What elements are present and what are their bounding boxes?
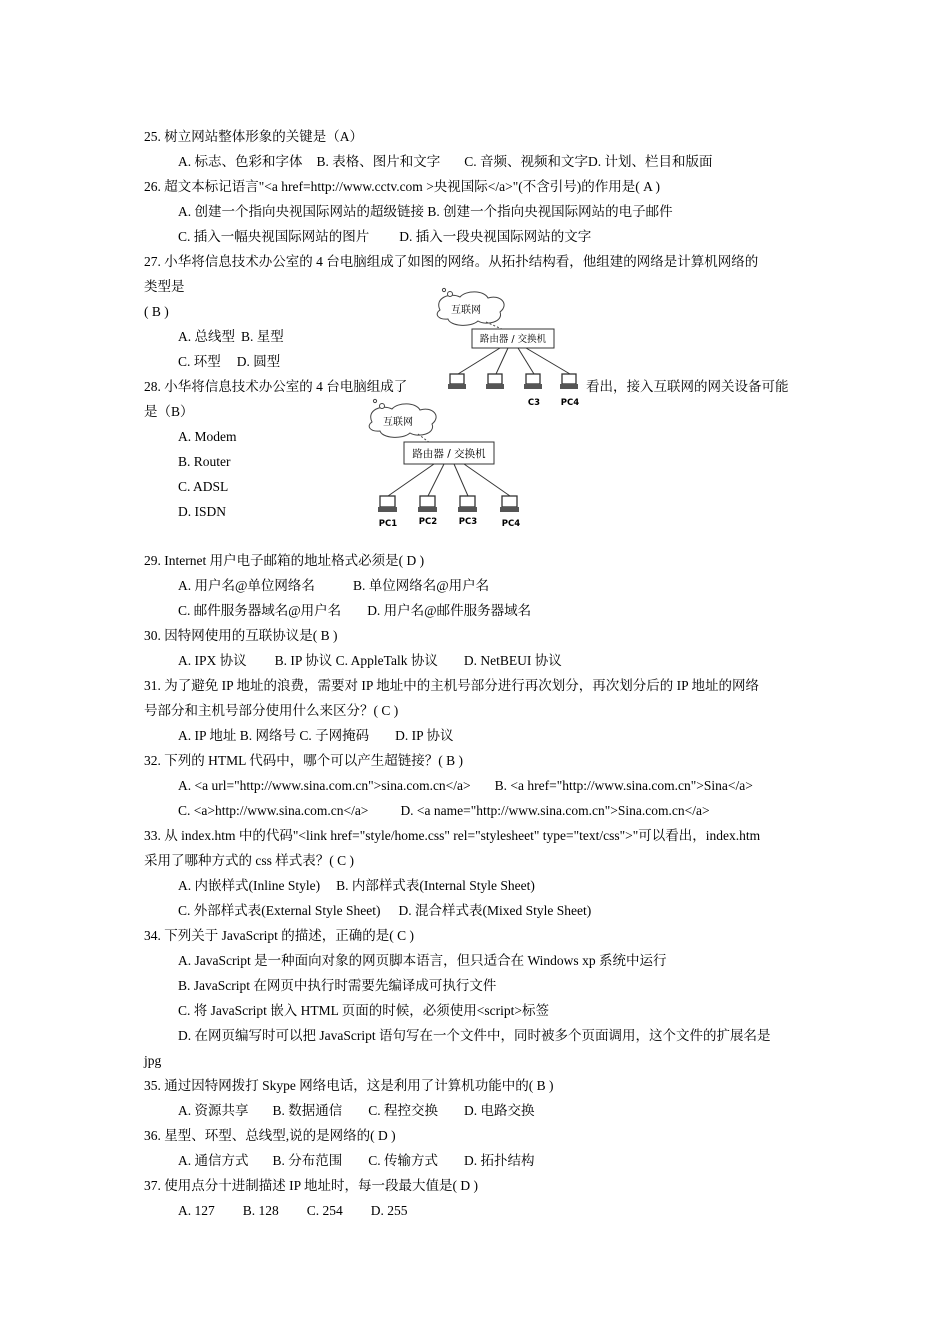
cloud-label: 互联网 — [451, 305, 481, 316]
option-b: B. 内部样式表(Internal Style Sheet) — [336, 878, 535, 893]
option-c: C. 环型 — [178, 354, 221, 369]
question-29-options-cd — [178, 602, 531, 620]
computer-icon — [458, 496, 477, 512]
option-c: C. 音频、视频和文字 — [464, 154, 589, 169]
question-28-option-d: D. ISDN — [178, 504, 227, 519]
question-26-options-cd — [178, 228, 591, 246]
computer-icon — [378, 496, 397, 512]
option-c: C. <a>http://www.sina.com.cn</a> — [178, 803, 369, 818]
option-a: A. 标志、色彩和字体 — [178, 154, 303, 169]
option-c: C. 子网掩码 — [299, 728, 370, 743]
option-a: A. 创建一个指向央视国际网站的超级链接 — [178, 204, 424, 219]
pc-label: PC4 — [560, 398, 580, 408]
question-32-options-cd — [178, 802, 710, 820]
router-label: 路由器 / 交换机 — [412, 448, 486, 460]
option-a: A. <a url="http://www.sina.com.cn">sina.com.cn</a> — [178, 778, 471, 793]
option-a: A. IP 地址 — [178, 728, 237, 743]
option-c: C. 254 — [306, 1203, 343, 1218]
question-28-stem-left: 28. 小华将信息技术办公室的 4 台电脑组成了 — [144, 379, 408, 394]
option-d: D. 计划、栏目和版面 — [588, 154, 713, 169]
pc-label: C3 — [527, 398, 541, 408]
question-26-options-ab — [178, 203, 673, 221]
option-d: D. 拓扑结构 — [464, 1153, 535, 1168]
question-29-stem: 29. Internet 用户电子邮箱的地址格式必须是( D ) — [144, 553, 425, 568]
option-d: D. 圆型 — [236, 354, 281, 369]
question-34-option-c: C. 将 JavaScript 嵌入 HTML 页面的时候，必须使用<script>标签 — [178, 1003, 549, 1018]
option-c: C. 邮件服务器域名@用户名 — [178, 603, 342, 618]
question-37-stem: 37. 使用点分十进制描述 IP 地址时，每一段最大值是( D ) — [144, 1178, 478, 1193]
computer-icon — [524, 374, 542, 389]
question-34-option-d: D. 在网页编写时可以把 JavaScript 语句写在一个文件中，同时被多个页面调用，这个文件的扩展名是 — [178, 1028, 771, 1043]
option-a: A. IPX 协议 — [178, 653, 247, 668]
computer-icon — [418, 496, 437, 512]
option-c: C. 外部样式表(External Style Sheet) — [178, 903, 381, 918]
option-b: B. 网络号 — [239, 728, 297, 743]
option-c: C. 程控交换 — [368, 1103, 439, 1118]
option-d: D. 255 — [370, 1203, 408, 1218]
question-28-option-b: B. Router — [178, 454, 231, 469]
option-d: D. 插入一段央视国际网站的文字 — [399, 229, 592, 244]
question-33-options-cd — [178, 902, 591, 920]
option-b: B. 创建一个指向央视国际网站的电子邮件 — [427, 204, 673, 219]
computer-icon — [448, 374, 466, 389]
question-33-stem-cont: 采用了哪种方式的 css 样式表？( C ) — [144, 853, 354, 868]
question-27-answer: ( B ) — [144, 304, 169, 319]
question-34-option-b: B. JavaScript 在网页中执行时需要先编译成可执行文件 — [178, 978, 497, 993]
computer-icon — [486, 374, 504, 389]
option-b: B. 分布范围 — [272, 1153, 343, 1168]
question-37-options — [178, 1202, 408, 1220]
option-b: B. 星型 — [241, 329, 284, 344]
question-25-options — [178, 153, 713, 171]
question-31-options — [178, 727, 454, 745]
question-27-options-cd — [178, 353, 280, 371]
router-label: 路由器 / 交换机 — [479, 334, 547, 345]
option-d: D. IP 协议 — [395, 728, 454, 743]
cloud-label: 互联网 — [383, 417, 413, 428]
pc-label: PC3 — [458, 517, 478, 527]
question-28-option-c: C. ADSL — [178, 479, 229, 494]
network-diagram-1 — [430, 288, 590, 413]
option-d: D. 混合样式表(Mixed Style Sheet) — [398, 903, 592, 918]
computer-icon — [500, 496, 519, 512]
option-b: B. <a href="http://www.sina.com.cn">Sina</a> — [494, 778, 753, 793]
question-26-stem: 26. 超文本标记语言"<a href=http://www.cctv.com >央视国际</a>"(不含引号)的作用是( A ) — [144, 179, 661, 194]
computer-icon — [560, 374, 578, 389]
option-a: A. 资源共享 — [178, 1103, 249, 1118]
question-35-options — [178, 1102, 535, 1120]
question-32-stem: 32. 下列的 HTML 代码中，哪个可以产生超链接？( B ) — [144, 753, 463, 768]
option-c: C. 传输方式 — [368, 1153, 439, 1168]
option-b: B. 数据通信 — [272, 1103, 343, 1118]
option-a: A. 通信方式 — [178, 1153, 249, 1168]
question-31-stem: 31. 为了避免 IP 地址的浪费，需要对 IP 地址中的主机号部分进行再次划分，再次划分后的 IP 地址的网络 — [144, 678, 760, 693]
option-c: C. AppleTalk 协议 — [335, 653, 438, 668]
question-28-stem-cont: 是（B） — [144, 404, 194, 419]
question-33-stem: 33. 从 index.htm 中的代码"<link href="style/home.css" rel="stylesheet" type="text/css">"可以看出，index.htm — [144, 828, 761, 843]
question-27-stem-cont: 类型是 — [144, 279, 185, 294]
question-35-stem: 35. 通过因特网拨打 Skype 网络电话，这是利用了计算机功能中的( B ) — [144, 1078, 554, 1093]
pc-label: PC1 — [378, 519, 398, 529]
option-a: A. 127 — [178, 1203, 215, 1218]
pc-label: PC4 — [501, 519, 521, 529]
option-d: D. 电路交换 — [464, 1103, 535, 1118]
option-a: A. 总线型 — [178, 329, 235, 344]
question-34-option-a: A. JavaScript 是一种面向对象的网页脚本语言，但只适合在 Windows xp 系统中运行 — [178, 953, 667, 968]
option-b: B. 128 — [242, 1203, 279, 1218]
option-b: B. 单位网络名@用户名 — [352, 578, 490, 593]
question-30-stem: 30. 因特网使用的互联协议是( B ) — [144, 628, 338, 643]
question-25-stem: 25. 树立网站整体形象的关键是（A） — [144, 129, 363, 144]
question-34-option-d-cont: jpg — [144, 1053, 162, 1068]
option-d: D. <a name="http://www.sina.com.cn">Sina.com.cn</a> — [400, 803, 710, 818]
option-a: A. 内嵌样式(Inline Style) — [178, 878, 321, 893]
network-diagram-2 — [360, 398, 540, 533]
question-29-options-ab — [178, 577, 489, 595]
question-27-options-ab — [178, 328, 284, 346]
question-30-options — [178, 652, 562, 670]
pc-label: PC2 — [418, 517, 438, 527]
option-b: B. 表格、图片和文字 — [316, 154, 441, 169]
question-27-stem: 27. 小华将信息技术办公室的 4 台电脑组成了如图的网络。从拓扑结构看，他组建的网络是计算机网络的 — [144, 254, 759, 269]
question-36-options — [178, 1152, 535, 1170]
question-36-stem: 36. 星型、环型、总线型,说的是网络的( D ) — [144, 1128, 396, 1143]
question-32-options-ab — [178, 777, 753, 795]
option-d: D. 用户名@邮件服务器域名 — [367, 603, 532, 618]
option-a: A. 用户名@单位网络名 — [178, 578, 315, 593]
option-d: D. NetBEUI 协议 — [463, 653, 562, 668]
question-31-stem-cont: 号部分和主机号部分使用什么来区分？( C ) — [144, 703, 399, 718]
option-b: B. IP 协议 — [274, 653, 333, 668]
option-c: C. 插入一幅央视国际网站的图片 — [178, 229, 370, 244]
question-34-stem: 34. 下列关于 JavaScript 的描述，正确的是( C ) — [144, 928, 414, 943]
question-28-stem-right: 看出，接入互联网的网关设备可能 — [586, 379, 789, 394]
question-33-options-ab — [178, 877, 535, 895]
question-28-option-a: A. Modem — [178, 429, 237, 444]
